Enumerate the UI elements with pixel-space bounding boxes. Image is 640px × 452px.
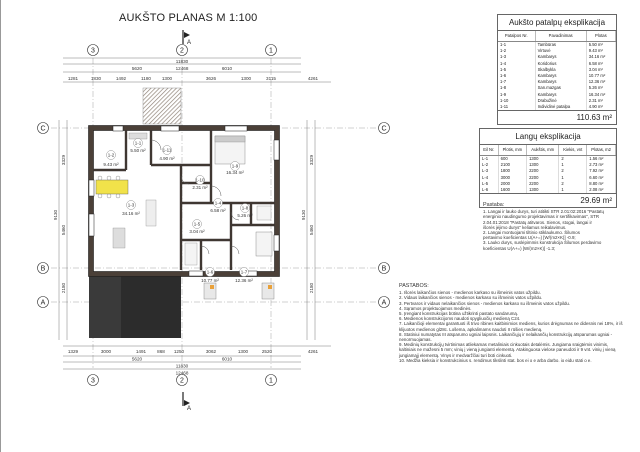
note-line: jungiamąjį elementą. Vinys ir medvaržčiai turi būti cinkuoti.: [399, 352, 513, 358]
cell: 1: [559, 175, 587, 181]
window-explication-table: [479, 128, 617, 208]
section-label-top: A: [187, 40, 192, 46]
room-1-3-area: 34.16 m²: [122, 211, 140, 216]
dim-bottom-overall-1: 11830: [175, 363, 189, 369]
windows: [89, 126, 279, 276]
note-line: 3. Pertvaros ir vidaus nelaikančios sienos - medienos karkaso su išmeinis vatos užpildu.: [399, 300, 571, 306]
note-line: 10. Medžia kieksia ir konstrukcinius s. rendimus tikslinti stat. bos ei o e arba darbo. io eidu stati o e.: [399, 357, 592, 363]
cell: L-3: [480, 168, 498, 174]
axis-label-1-top: 1: [269, 47, 273, 55]
dim-top-chain-8: 3115: [266, 76, 276, 81]
dim-top-chain-1: 1281: [67, 76, 79, 81]
table-row: [480, 156, 616, 163]
cell: 3000: [498, 175, 526, 181]
plan-title: AUKŠTO PLANAS M 1:100: [119, 12, 258, 24]
cell: 2200: [527, 168, 559, 174]
room-1-7-id: 1-7: [240, 269, 248, 275]
room-1-3-id: 1-3: [127, 202, 135, 208]
dim-left-part-3: 2180: [61, 282, 66, 294]
window-table-total: 29.69 m²: [480, 193, 616, 207]
room-1-9-area: 16.34 m²: [226, 170, 244, 175]
cell: 5.26 m²: [586, 85, 615, 91]
dimension-text-bottom: [68, 349, 319, 376]
cell: 34.16 m²: [586, 54, 615, 60]
cell: 12.36 m²: [586, 79, 615, 85]
axis-markers-left: [38, 123, 49, 308]
note-line: 1. Išorės laikančios sienos - medienos karkaso su išmeinis vatos užpildu.: [399, 290, 541, 296]
cell: 1300: [527, 156, 559, 163]
room-1-11-area: 4.90 m²: [159, 156, 175, 161]
cell: 1-3: [498, 54, 535, 60]
dim-top-chain-3: 1492: [115, 76, 127, 81]
room-1-9-id: 1-9: [231, 163, 239, 169]
note-line: 2. Langai montuojami tiltinio stiklaukumo. Šilumos: [483, 230, 580, 236]
axis-label-1-bottom: 1: [269, 377, 273, 385]
cell: 1-11: [498, 104, 535, 110]
axis-markers-top: [88, 45, 277, 56]
cell: Tambūras: [535, 42, 586, 49]
cell: 2100: [498, 162, 526, 168]
cell: 1300: [527, 187, 559, 193]
room-1-8-area: 5.26 m²: [237, 213, 253, 218]
axis-label-b-right: B: [381, 265, 387, 273]
cell: 1600: [498, 187, 526, 193]
dim-top-chain-5: 1300: [161, 76, 173, 81]
cell: L-6: [480, 187, 498, 193]
room-table-title: Aukšto patalpų eksplikacija: [498, 15, 616, 31]
cell: 1800: [498, 168, 526, 174]
notes-construction-title: PASTABOS:: [399, 283, 429, 289]
notes-windows-title: Pastaba:: [483, 202, 505, 208]
cell: Koridorius: [535, 61, 586, 67]
cell: 9.43 m²: [586, 48, 615, 54]
axis-label-3-bottom: 3: [91, 377, 95, 385]
dim-right-overall: 9130: [301, 209, 306, 221]
dim-top-chain-6: 3626: [205, 76, 217, 81]
cell: L-4: [480, 175, 498, 181]
room-table-body: [498, 42, 616, 111]
notes-windows: [483, 203, 633, 251]
note-line: 5. Įrengiant konstrukcijas būtina užtikrinti pastato sandarumą.: [399, 311, 519, 317]
dim-bottom-chain-5: 1250: [173, 349, 185, 354]
window-table-col-id: Eil Nr.: [480, 145, 498, 156]
notes-construction: [399, 284, 635, 363]
exterior-walls: [91, 128, 277, 274]
room-1-1-id: 1-1: [134, 140, 142, 146]
exterior-wall-face: [89, 126, 280, 277]
dim-top-chain-4: 1180: [141, 76, 151, 81]
cell: Kambarys: [535, 73, 586, 79]
axis-label-c-right: C: [381, 125, 387, 133]
axis-markers-right: [379, 123, 390, 308]
cell: 1: [559, 162, 587, 168]
room-table-col-id: Patalpos Nr.: [498, 31, 535, 42]
room-1-4-id: 1-4: [214, 200, 222, 206]
room-1-10-id: 1-10: [195, 177, 205, 183]
note-line: energinio naudingumo projektavimas ir sertifikavimas", STR: [483, 214, 600, 220]
room-1-11-id: 1-11: [162, 147, 172, 153]
room-table-total: 110.63 m²: [498, 110, 616, 124]
dim-top-overall-2: 12468: [175, 66, 189, 71]
cell: 1-9: [498, 92, 535, 98]
cell: 16.34 m²: [586, 92, 615, 98]
room-table-col-name: Pavadinimas: [535, 31, 586, 42]
dim-bottom-chain-1: 1329: [67, 349, 79, 354]
dim-top-chain-7: 1300: [240, 76, 252, 81]
axis-label-a-right: A: [381, 299, 387, 307]
room-1-7-area: 12.36 m²: [235, 278, 253, 283]
note-line: 9. Medinių konstrukcijų tvirtinimas atliekamas metaliniais cinkuotais detalėmis. Jungiama sraigtėmis vinimis,: [399, 342, 609, 348]
dim-right-part-2: 5460: [309, 224, 314, 236]
porch-top: [143, 88, 181, 124]
cell: 2200: [527, 175, 559, 181]
cell: Kambarys: [535, 79, 586, 85]
window-table-title: Langų eksplikacija: [480, 129, 616, 145]
cell: 1-10: [498, 98, 535, 104]
cell: San.mazgas: [535, 85, 586, 91]
note-line: 2. Vidaus laikančios sienos - medienos karkaso su išmeinis vatos užpildu.: [399, 295, 543, 301]
cell: Virtuvė: [535, 48, 586, 54]
room-1-6-id: 1-6: [206, 269, 214, 275]
cell: Skalbykla: [535, 67, 586, 73]
dim-top-overall-1: 11830: [175, 59, 189, 64]
dim-top-chain-2: 1830: [90, 76, 102, 81]
dim-bottom-overall-2: 12468: [175, 370, 189, 376]
cell: L-5: [480, 181, 498, 187]
cell: 1-4: [498, 61, 535, 67]
cell: 1-5: [498, 67, 535, 73]
cell: Kambarys: [535, 92, 586, 98]
dimension-text-right: [301, 154, 314, 293]
cell: 600: [498, 156, 526, 163]
cell: 1: [559, 187, 587, 193]
cell: 1-7: [498, 79, 535, 85]
cell: Kambarys: [535, 54, 586, 60]
note-line: pertavimo koeficientas U(A+=) [W/(m2×K)] -0.9;: [483, 235, 576, 241]
section-label-bottom: A: [187, 406, 192, 412]
dim-bottom-chain-3: 1491: [135, 349, 147, 354]
room-1-5-id: 1-5: [193, 221, 201, 227]
note-line: kaltiniais ne mažesni 5 mm; vinių į vieną jungianti elementą. Atakinguosa vielose paneudoti ir 9 vnt. vinių į vieną: [399, 347, 616, 353]
room-1-5-area: 3.04 m²: [189, 229, 205, 234]
dim-top-axis-2: 6010: [221, 66, 233, 71]
cell: 8.80 m²: [587, 181, 616, 187]
room-1-2-id: 1-2: [107, 152, 115, 158]
cell: 1.56 m²: [587, 156, 616, 163]
note-line: 3. Lauko durys, suslėpimmis konstrukcija Šilumos perdavimo: [483, 240, 602, 246]
room-explication-table: [497, 14, 617, 125]
cell: 1300: [527, 162, 559, 168]
cell: 2.73 m²: [587, 162, 616, 168]
note-line: išorės įėjimo durys" keliamus reikalavimus.: [483, 224, 567, 230]
cell: 1-1: [498, 42, 535, 49]
cell: 2.08 m²: [587, 187, 616, 193]
note-line: 1. Langai ir lauko durys, turi atitikti STR 2.01:02:2016 "Pastatų: [483, 209, 604, 215]
note-line: 7. Laikančioji elementai garantuoti iš trivo ribines kaitbinimios mediens, kurios drėgnumas ne didesnis nei 18%, ir iš: [399, 321, 623, 327]
cell: 6.58 m²: [586, 61, 615, 67]
cell: 2: [559, 168, 587, 174]
note-line: 6. Medienos konstrukcijoms naudoti spygliuočių medieną C24.: [399, 316, 521, 322]
dim-top-axis-1: 5620: [131, 66, 143, 71]
cell: L-1: [480, 156, 498, 163]
dim-left-overall: 9130: [53, 209, 58, 221]
cell: 2200: [527, 181, 559, 187]
interior-walls: [93, 130, 275, 270]
dim-left-part-2: 5460: [61, 224, 66, 236]
window-table-col-height: Aukštis, mm: [527, 145, 559, 156]
axis-label-c-left: C: [40, 125, 46, 133]
table-row: [498, 42, 616, 49]
dimension-text-top: [68, 59, 319, 81]
dim-left-part-1: 3329: [61, 154, 66, 166]
axis-label-2-bottom: 2: [180, 377, 184, 385]
axis-markers-bottom: [88, 375, 277, 386]
cell: 1-2: [498, 48, 535, 54]
cell: Drabužinė: [535, 98, 586, 104]
cell: 1-8: [498, 85, 535, 91]
room-1-10-area: 2.31 m²: [192, 185, 208, 190]
dimension-lines-top: [63, 58, 331, 82]
window-table-col-count: Kiekis, vnt: [559, 145, 587, 156]
axis-label-3-top: 3: [91, 47, 95, 55]
cell: 2: [559, 181, 587, 187]
cell: 10.77 m²: [586, 73, 615, 79]
cell: 2: [559, 156, 587, 163]
axis-label-a-left: A: [40, 299, 46, 307]
cell: 7.92 m²: [587, 168, 616, 174]
dim-bottom-chain-2: 3000: [100, 349, 112, 354]
axis-label-2-top: 2: [180, 47, 184, 55]
dim-bottom-axis-1: 5620: [131, 356, 143, 362]
note-line: koeficientas U(A+=) [W/(m2×K)] -1.3;: [483, 245, 556, 251]
room-1-1-area: 5.50 m²: [130, 148, 146, 153]
dim-bottom-chain-9: 4261: [307, 349, 319, 354]
section-mark-bottom: [183, 392, 191, 412]
dim-right-part-1: 3329: [309, 154, 314, 166]
section-mark-top: [183, 30, 191, 46]
room-1-2-area: 9.43 m²: [103, 162, 119, 167]
room-1-6-area: 10.77 m²: [201, 278, 219, 283]
cell: L-2: [480, 162, 498, 168]
dim-top-chain-9: 4261: [307, 76, 319, 81]
cell: 2000: [498, 181, 526, 187]
cell: 5.50 m²: [586, 42, 615, 49]
terrace-bottom-inner: [121, 275, 181, 338]
window-table-body: [480, 156, 616, 194]
note-line: 4. Sąramos projektuojamos medinės.: [399, 305, 472, 311]
dim-bottom-chain-6: 3062: [205, 349, 217, 354]
note-line: klijuotos medienos gl28c. Lošema, apkalimams naudoti II rūšies medieną.: [399, 326, 543, 332]
dim-bottom-axis-2: 6010: [221, 356, 233, 362]
cell: Individinė patalpa: [535, 104, 586, 110]
dim-bottom-chain-8: 2520: [261, 349, 273, 354]
cell: 3.04 m²: [586, 67, 615, 73]
dimension-text-left: [53, 154, 66, 293]
room-1-8-id: 1-8: [241, 205, 249, 211]
dim-bottom-chain-7: 1300: [237, 349, 249, 354]
note-line: 2.04.01:2018 "Pastatų atitvaros. Sienos, stogai, langai ir: [483, 219, 592, 225]
note-line: 8. Statiniui numatytas III atsparumo ugniai laipsnis. Laikančiųjų ir nelaikančių konstrukcijų atsparumas ugniai -: [399, 331, 613, 337]
dim-bottom-chain-4: 868: [157, 349, 165, 354]
room-1-4-area: 6.58 m²: [210, 208, 226, 213]
window-table-col-width: Plotis, mm: [498, 145, 526, 156]
axis-label-b-left: B: [40, 265, 46, 273]
cell: 4.90 m²: [586, 104, 615, 110]
window-table-col-area: Plotas, m2: [587, 145, 616, 156]
cell: 6.60 m²: [587, 175, 616, 181]
room-table-col-area: Plotas: [586, 31, 615, 42]
cell: 2.31 m²: [586, 98, 615, 104]
dim-right-part-3: 2180: [309, 282, 314, 294]
note-line: nenormuojamas.: [399, 337, 432, 343]
cell: 1-6: [498, 73, 535, 79]
